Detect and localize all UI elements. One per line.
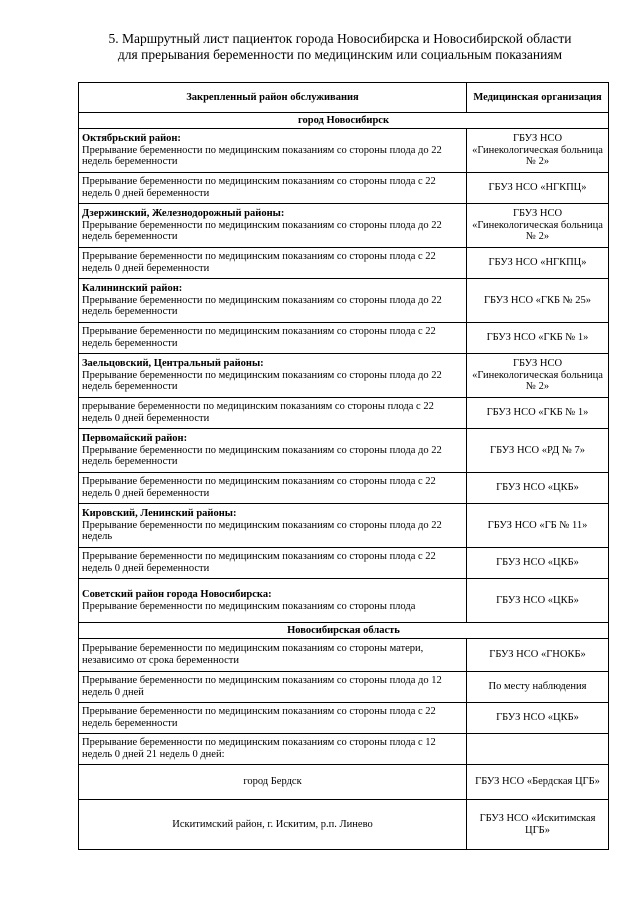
organization-cell: ГБУЗ НСО «Гинекологическая больница № 2» [467, 354, 609, 398]
header-organization: Медицинская организация [467, 83, 609, 113]
district-name: Первомайский район: [82, 433, 188, 445]
table-row [79, 703, 609, 734]
procedure-description: Прерывание беременности по медицинским показаниям со стороны плода до 22 недель [82, 519, 442, 543]
title-line-2: для прерывания беременности по медицинским или социальным показаниям [117, 47, 563, 62]
district-cell [79, 129, 467, 173]
table-row [79, 173, 609, 204]
section-title: город Новосибирск [79, 113, 609, 129]
district-cell [79, 579, 467, 623]
organization-cell: ГБУЗ НСО «ГКБ № 1» [467, 323, 609, 354]
organization-cell: ГБУЗ НСО «ГКБ № 1» [467, 398, 609, 429]
organization-cell: ГБУЗ НСО «Бердская ЦГБ» [467, 765, 609, 800]
district-cell [79, 548, 467, 579]
district-cell [79, 734, 467, 765]
district-cell [79, 473, 467, 504]
organization-cell: ГБУЗ НСО «НГКПЦ» [467, 248, 609, 279]
table-row [79, 323, 609, 354]
organization-cell: ГБУЗ НСО «ЦКБ» [467, 548, 609, 579]
district-cell [79, 354, 467, 398]
procedure-description: Прерывание беременности по медицинским показаниям со стороны плода с 12 недель 0 дней 21 недель 0 дней: [82, 737, 436, 760]
table-header-row [79, 83, 609, 113]
table-row [79, 672, 609, 703]
procedure-description: Прерывание беременности по медицинским показаниям со стороны плода до 22 недель беременности [82, 219, 442, 243]
table-row [79, 765, 609, 800]
routing-table [78, 82, 609, 850]
district-name: Дзержинский, Железнодорожный районы: [82, 208, 285, 220]
organization-cell: ГБУЗ НСО «Гинекологическая больница № 2» [467, 129, 609, 173]
place-cell: город Бердск [79, 765, 467, 800]
procedure-description: Прерывание беременности по медицинским показаниям со стороны плода с 22 недель беременности [82, 326, 436, 349]
table-row [79, 639, 609, 672]
section-row [79, 113, 609, 129]
district-cell [79, 173, 467, 204]
procedure-description: Прерывание беременности по медицинским показаниям со стороны плода с 22 недель 0 дней беременности [82, 176, 436, 199]
district-name: Заельцовский, Центральный районы: [82, 358, 264, 370]
section-row [79, 623, 609, 639]
organization-cell: По месту наблюдения [467, 672, 609, 703]
header-district: Закрепленный район обслуживания [79, 83, 467, 113]
procedure-description: Прерывание беременности по медицинским показаниям со стороны матери, независимо от срока беременности [82, 643, 424, 666]
place-cell: Искитимский район, г. Искитим, р.п. Линево [79, 800, 467, 850]
table-row [79, 398, 609, 429]
procedure-description: Прерывание беременности по медицинским показаниям со стороны плода с 22 недель беременности [82, 706, 436, 729]
district-name: Кировский, Ленинский районы: [82, 508, 237, 520]
organization-cell: ГБУЗ НСО «РД № 7» [467, 429, 609, 473]
organization-cell: ГБУЗ НСО «ЦКБ» [467, 473, 609, 504]
district-name: Октябрьский район: [82, 133, 181, 145]
table-row [79, 504, 609, 548]
procedure-description: Прерывание беременности по медицинским показаниям со стороны плода с 22 недель 0 дней беременности [82, 476, 436, 499]
section-title: Новосибирская область [79, 623, 609, 639]
organization-cell [467, 734, 609, 765]
table-row [79, 129, 609, 173]
procedure-description: Прерывание беременности по медицинским показаниям со стороны плода с 22 недель 0 дней беременности [82, 551, 436, 574]
procedure-description: Прерывание беременности по медицинским показаниям со стороны плода до 22 недель беременности [82, 294, 442, 318]
procedure-description: Прерывание беременности по медицинским показаниям со стороны плода до 12 недель 0 дней [82, 675, 442, 698]
district-cell [79, 398, 467, 429]
organization-cell: ГБУЗ НСО «НГКПЦ» [467, 173, 609, 204]
organization-cell: ГБУЗ НСО «ГКБ № 25» [467, 279, 609, 323]
district-cell [79, 204, 467, 248]
procedure-description: Прерывание беременности по медицинским показаниям со стороны плода с 22 недель 0 дней беременности [82, 251, 436, 274]
district-cell [79, 429, 467, 473]
district-cell [79, 672, 467, 703]
table-row [79, 800, 609, 850]
procedure-description: Прерывание беременности по медицинским показаниям со стороны плода [82, 600, 416, 612]
table-row [79, 579, 609, 623]
organization-cell: ГБУЗ НСО «ГБ № 11» [467, 504, 609, 548]
table-row [79, 248, 609, 279]
district-name: Калининский район: [82, 283, 183, 295]
table-row [79, 279, 609, 323]
district-cell [79, 248, 467, 279]
district-cell [79, 279, 467, 323]
procedure-description: прерывание беременности по медицинским показаниям со стороны плода с 22 недель 0 дней беременности [82, 401, 434, 424]
table-row [79, 548, 609, 579]
district-cell [79, 639, 467, 672]
table-row [79, 473, 609, 504]
organization-cell: ГБУЗ НСО «Гинекологическая больница № 2» [467, 204, 609, 248]
table-row [79, 204, 609, 248]
district-cell [79, 323, 467, 354]
procedure-description: Прерывание беременности по медицинским показаниям со стороны плода до 22 недель беременности [82, 444, 442, 468]
table-row [79, 354, 609, 398]
title-line-1: 5. Маршрутный лист пациенток города Новосибирска и Новосибирской области [108, 31, 572, 46]
district-name: Советский район города Новосибирска: [82, 588, 272, 600]
district-cell [79, 504, 467, 548]
procedure-description: Прерывание беременности по медицинским показаниям со стороны плода до 22 недель беременности [82, 369, 442, 393]
table-row [79, 429, 609, 473]
organization-cell: ГБУЗ НСО «ЦКБ» [467, 579, 609, 623]
procedure-description: Прерывание беременности по медицинским показаниям со стороны плода до 22 недель беременности [82, 144, 442, 168]
table-row [79, 734, 609, 765]
organization-cell: ГБУЗ НСО «ЦКБ» [467, 703, 609, 734]
organization-cell: ГБУЗ НСО «Искитимская ЦГБ» [467, 800, 609, 850]
table-body [79, 113, 609, 850]
district-cell [79, 703, 467, 734]
organization-cell: ГБУЗ НСО «ГНОКБ» [467, 639, 609, 672]
document-title [40, 31, 640, 63]
